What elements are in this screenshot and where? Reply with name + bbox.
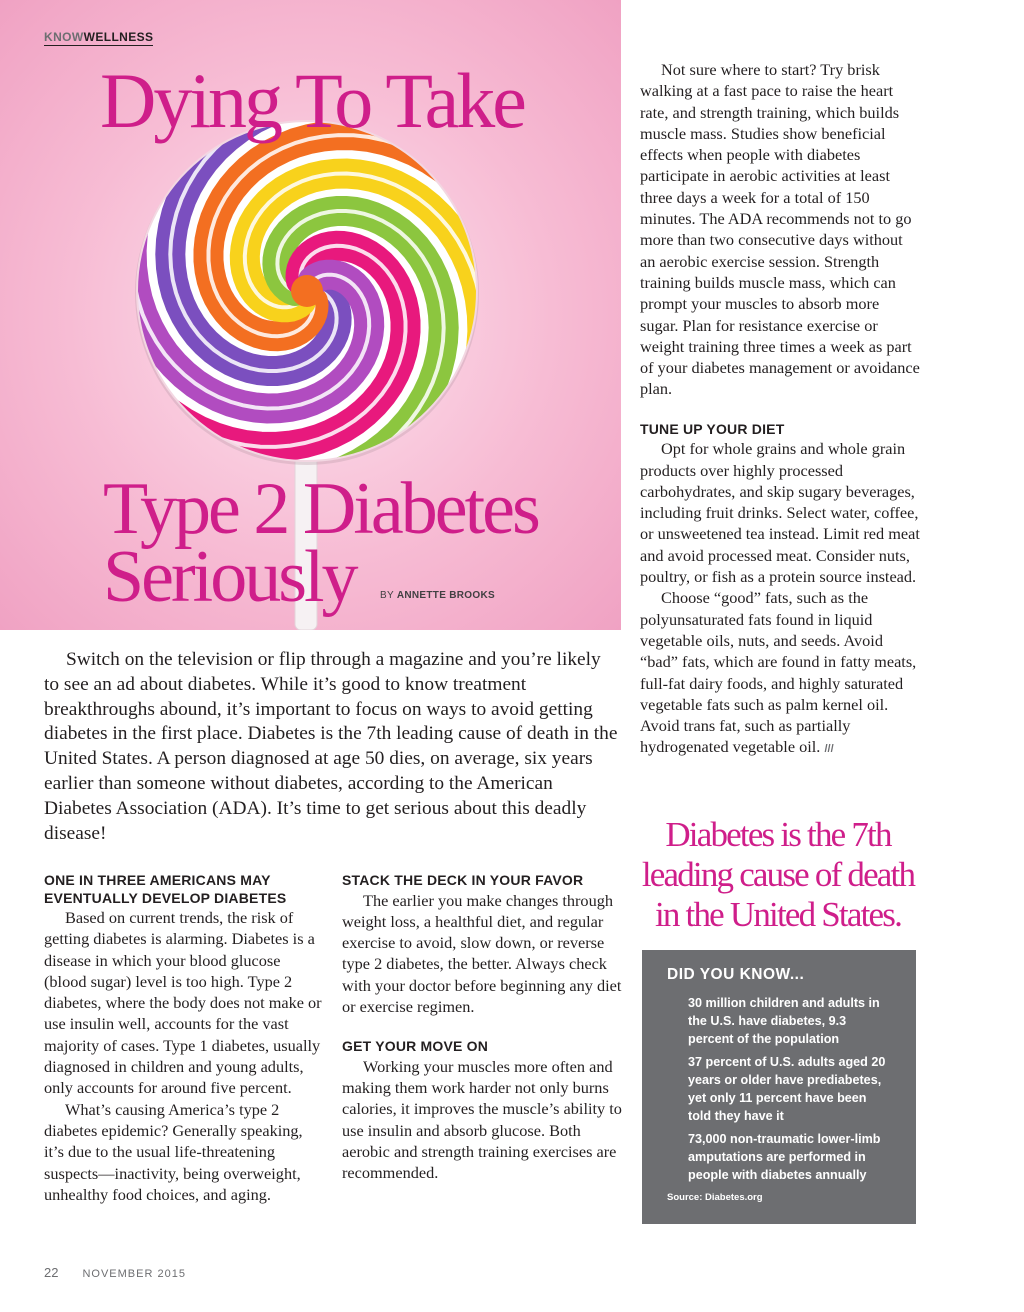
headline-line-3: Seriously bbox=[103, 536, 356, 618]
heading-one-in-three: ONE IN THREE AMERICANS MAY EVENTUALLY DEVELOP DIABETES bbox=[44, 872, 287, 906]
hero-image bbox=[0, 0, 621, 630]
intro-paragraph: Switch on the television or flip through a magazine and you’re likely to see an ad about diabetes. While it’s good to know treatment breakthroughs abound, it’s important to focus on ways to avoid getting diabetes in the first place. Diabetes is the 7th leading cause of death in the United States. A person diagnosed at age 50 dies, on average, six years earlier than someone without diabetes, according to the American Diabetes Association (ADA). It’s time to get serious about this deadly disease! bbox=[44, 649, 618, 844]
paragraph-tune-up-2 bbox=[640, 587, 920, 760]
end-mark: /// bbox=[824, 743, 834, 756]
heading-get-moving: GET YOUR MOVE ON bbox=[342, 1038, 489, 1055]
source-note: Source: Diabetes.org bbox=[667, 1192, 763, 1203]
paragraph-stack-deck: The earlier you make changes through weight loss, a healthful diet, and regular exercise to avoid, slow down, or reverse type 2 diabetes, the better. Always check with your doctor before beginning any diet or exercise regimen. bbox=[342, 890, 622, 1016]
fact-item: 73,000 non-traumatic lower-limb amputations are performed in people with diabetes annually bbox=[688, 1132, 881, 1182]
section-label-wellness: WELLNESS bbox=[83, 30, 154, 44]
page-footer bbox=[44, 1265, 186, 1280]
did-you-know-box bbox=[642, 950, 916, 1224]
page-number: 22 bbox=[44, 1265, 59, 1280]
paragraph-one-in-three-1: Based on current trends, the risk of getting diabetes is alarming. Diabetes is a disease in which your blood glucose (blood sugar) level is too high. Type 2 diabetes, where the body does not make or use insulin well, accounts for the vast majority of cases. Type 1 diabetes, usually diagnosed in children and young adults, only accounts for around five percent. bbox=[44, 908, 322, 1098]
section-label bbox=[44, 30, 153, 46]
column-1 bbox=[44, 872, 324, 1205]
issue-date: NOVEMBER 2015 bbox=[82, 1268, 186, 1280]
pull-quote: Diabetes is the 7th leading cause of death in the United States. bbox=[641, 815, 915, 934]
headline-line-1: Dying To Take bbox=[100, 57, 524, 144]
column-3 bbox=[640, 59, 920, 761]
byline bbox=[380, 590, 495, 601]
paragraph-one-in-three-2: What’s causing America’s type 2 diabetes epidemic? Generally speaking, it’s due to the usual life-threatening suspects—inactivity, being overweight, unhealthy food choices, and aging. bbox=[44, 1099, 303, 1204]
paragraph-get-moving-2: Not sure where to start? Try brisk walking at a fast pace to raise the heart rate, and strength training, which builds muscle mass. Studies show beneficial effects when people with diabetes participate in aerobic activities at least three days a week for a total of 150 minutes. The ADA recommends not to go more than two consecutive days without an aerobic exercise session. Strength training builds muscle mass, which can prompt your muscles to absorb more sugar. Plan for resistance exercise or weight training three times a week as part of your diabetes management or avoidance plan. bbox=[640, 60, 920, 399]
fact-item: 37 percent of U.S. adults aged 20 years or older have prediabetes, yet only 11 percent have been told they have it bbox=[688, 1055, 886, 1123]
fact-item: 30 million children and adults in the U.S. have diabetes, 9.3 percent of the population bbox=[688, 996, 880, 1046]
headline-line-2: Type 2 Diabetes bbox=[103, 468, 538, 550]
column-2 bbox=[342, 872, 622, 1184]
heading-stack-deck: STACK THE DECK IN YOUR FAVOR bbox=[342, 872, 584, 888]
byline-author: ANNETTE BROOKS bbox=[396, 590, 495, 601]
did-you-know-title: DID YOU KNOW... bbox=[667, 966, 805, 983]
heading-tune-up: TUNE UP YOUR DIET bbox=[640, 420, 785, 437]
byline-by: BY bbox=[380, 590, 394, 601]
paragraph-get-moving-1: Working your muscles more often and making them work harder not only burns calories, it improves the muscle’s ability to use insulin and absorb glucose. Both aerobic and strength training exercises are recommended. bbox=[342, 1056, 622, 1183]
paragraph-tune-up-1: Opt for whole grains and whole grain products over highly processed carbohydrates, and skip sugary beverages, including fruit drinks. Select water, coffee, or unsweetened tea instead. Limit red meat and avoid processed meat. Consider nuts, poultry, or fish as a protein source instead. bbox=[640, 439, 920, 587]
paragraph-tune-up-2-text: Choose “good” fats, such as the polyunsaturated fats found in liquid vegetable oils, nuts, and seeds. Avoid “bad” fats, which are found in fatty meats, full-fat dairy foods, and highly saturated vegetable fats such as palm kernel oil. Avoid trans fat, such as partially hydrogenated vegetable oil. bbox=[640, 588, 917, 757]
section-label-know: KNOW bbox=[44, 30, 84, 44]
facts-list bbox=[688, 994, 892, 1184]
